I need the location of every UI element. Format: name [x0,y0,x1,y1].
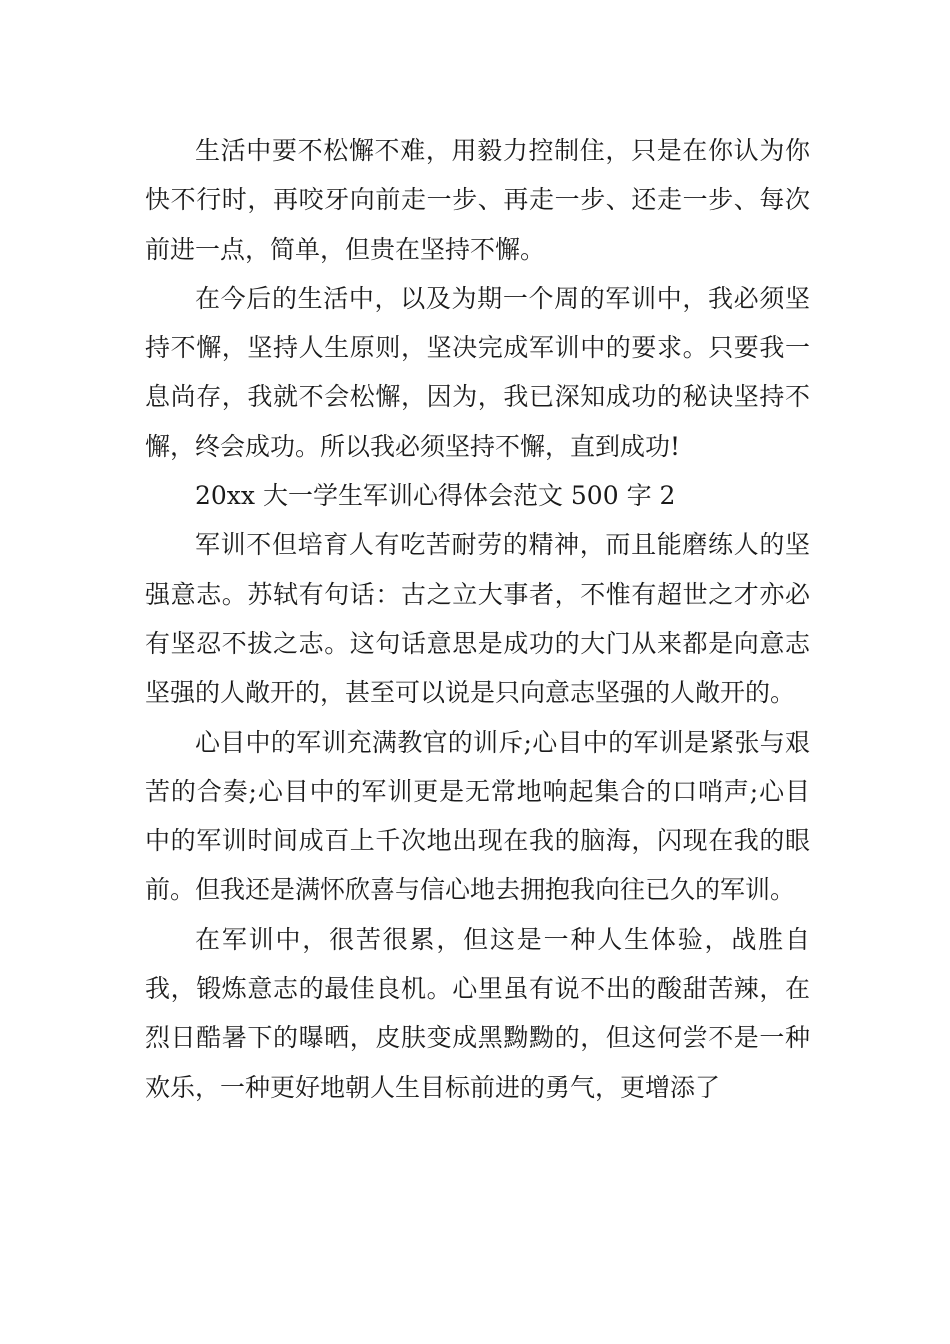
paragraph-imagined-training: 心目中的军训充满教官的训斥;心目中的军训是紧张与艰苦的合奏;心目中的军训更是无常地响起集合的口哨声;心目中的军训时间成百上千次地出现在我的脑海，闪现在我的眼前。但我还是满怀欣喜与信心地去拥抱我向往已久的军训。 [145,727,810,905]
document-body [145,126,810,1112]
paragraph-perseverance-steps: 生活中要不松懈不难，用毅力控制住，只是在你认为你快不行时，再咬牙向前走一步、再走一步、还走一步、每次前进一点，简单，但贵在坚持不懈。 [145,136,810,264]
paragraph-training-experience: 在军训中，很苦很累，但这是一种人生体验，战胜自我，锻炼意志的最佳良机。心里虽有说不出的酸甜苦辣，在烈日酷暑下的曝晒，皮肤变成黑黝黝的，但这何尝不是一种欢乐，一种更好地朝人生目标前进的勇气，更增添了 [145,924,810,1102]
section-title: 20xx 大一学生军训心得体会范文 500 字 2 [195,481,676,511]
paragraph-future-commitment: 在今后的生活中，以及为期一个周的军训中，我必须坚持不懈，坚持人生原则，坚决完成军训中的要求。只要我一息尚存，我就不会松懈，因为，我已深知成功的秘诀坚持不懈，终会成功。所以我必须坚持不懈，直到成功! [145,283,810,461]
paragraph-will-power: 军训不但培育人有吃苦耐劳的精神，而且能磨练人的坚强意志。苏轼有句话：古之立大事者，不惟有超世之才亦必有坚忍不拔之志。这句话意思是成功的大门从来都是向意志坚强的人敞开的，甚至可以说是只向意志坚强的人敞开的。 [145,530,810,708]
